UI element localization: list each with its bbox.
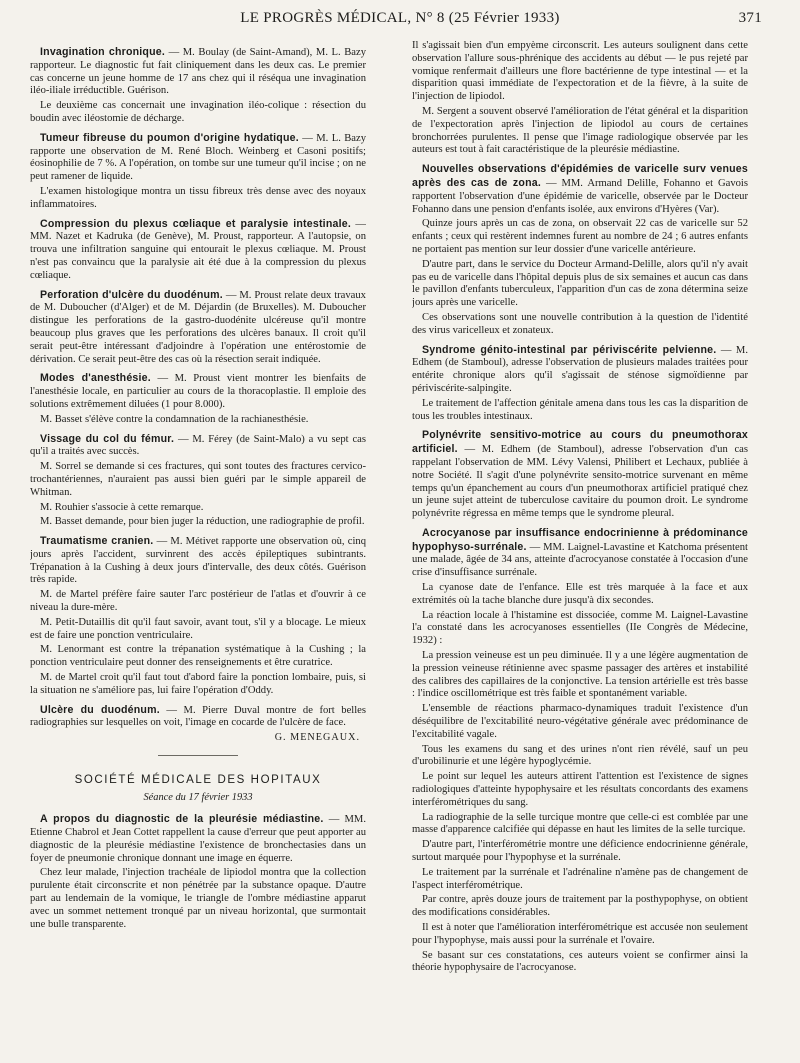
running-header — [30, 6, 770, 32]
section-text: M. de Martel préfère faire sauter l'arc postérieur de l'atlas et d'ouvrir à ce niveau la dure-mère. — [30, 589, 366, 614]
section-text: D'autre part, l'interférométrie montre une déficience endocrinienne générale, surtout marquée pour l'hypophyse et la surrénale. — [412, 839, 748, 864]
section-text: Il est à noter que l'amélioration interférométrique est accusée non seulement pour l'hypophyse, mais aussi pour la surrénale et l'ovaire. — [412, 922, 748, 946]
section-heading: Invagination chronique. — [40, 46, 166, 58]
section-paragraph — [412, 812, 748, 838]
section-paragraph — [412, 744, 748, 770]
section-paragraph-lead — [30, 218, 366, 283]
right-column — [412, 40, 748, 1058]
section-paragraph-lead — [412, 527, 748, 580]
section-paragraph — [412, 703, 748, 741]
section-paragraph — [30, 516, 366, 529]
seance-date: Séance du 17 février 1933 — [143, 792, 253, 804]
author-signature: G. MENEGAUX. — [274, 732, 360, 744]
section-paragraph — [30, 414, 366, 427]
section-text: L'ensemble de réactions pharmaco-dynamiques traduit l'existence d'un déséquilibre de l'excitabilité neuro-végétative générale avec prédominance de l'excitabilité vagale. — [412, 703, 748, 740]
section-divider — [158, 755, 238, 756]
section-heading: Vissage du col du fémur. — [40, 432, 175, 445]
section-text: — M. Proust relate deux travaux de M. Duboucher (d'Alger) et de M. Déjardin (de Bruxelles). M. Duboucher distingue les perforations de la gastro-duodénite ulcéreuse qu'il montre beaucoup plus graves que les perforations des ulcères banaux. Il croit qu'il serait peut-être intéressant d'adjoindre à l'opération une entérostomie de dérivation. Ce serait peut-être des cas où la résection serait indiquée. — [30, 289, 366, 365]
intro-paragraph — [412, 40, 748, 104]
section-paragraph — [412, 312, 748, 338]
section-paragraph — [412, 922, 748, 948]
page-number: 371 — [738, 10, 762, 26]
section-paragraph — [412, 894, 748, 920]
section-paragraph-lead — [30, 132, 366, 184]
section-heading: Modes d'anesthésie. — [40, 372, 151, 385]
section-text: — MM. Laignel-Lavastine et Katchoma présentent une malade, âgée de 34 ans, atteinte d'acrocyanose constatée à l'occasion d'une crise d'insuffisance surrénale. — [412, 541, 748, 579]
section-paragraph-lead — [30, 372, 366, 411]
society-title: SOCIÉTÉ MÉDICALE DES HOPITAUX — [74, 774, 322, 787]
section-text: La radiographie de la selle turcique montre que celle-ci est comblée par une masse d'apparence calcifiée qui dépasse en haut les limites de la selle turcique. — [412, 811, 748, 836]
section-text: M. de Martel croit qu'il faut tout d'abord faire la ponction lombaire, puis, si la situation ne s'améliore pas, lui faire l'opération d'Oddy. — [30, 672, 366, 696]
section-text: — MM. Etienne Chabrol et Jean Cottet rappellent la cause d'erreur que peut apporter au diagnostic de la pleurésie médiastine l'existence de bronchectasies dans un foyer de pneumonie chronique donnant une image en équerre. — [30, 814, 366, 864]
section-text: Chez leur malade, l'injection trachéale de lipiodol montra que la collection purulente était circonscrite et non pénétrée par la substance opaque. D'autre part au lendemain de la vomique, le triangle de l'ombre médiastine apparut avec un sommet nettement tronqué par un niveau horizontal, que surmontait une bulle transparente. — [30, 867, 366, 930]
section-text: Quinze jours après un cas de zona, on observait 22 cas de varicelle sur 52 enfants ; ceux qui restèrent indemnes furent au nombre de 24 ; 6 autres enfants ne portaient pas mention sur leur dossier d'une varicelle antérieure. — [412, 218, 748, 255]
section-paragraph — [412, 771, 748, 809]
society-paragraph — [30, 867, 366, 931]
intro-paragraph — [412, 106, 748, 157]
section-paragraph — [30, 644, 366, 670]
section-text: La réaction locale à l'histamine est dissociée, comme M. Laignel-Lavastine l'a constaté dans les acrocyanoses essentielles (IIe Congrès de Médecine, 1932) : — [412, 609, 748, 647]
section-heading: Ulcère du duodénum. — [40, 703, 160, 716]
section-text: Le deuxième cas concernait une invagination iléo-colique : résection du boudin avec iléostomie de décharge. — [30, 100, 366, 124]
section-paragraph — [30, 617, 366, 643]
section-paragraph — [412, 259, 748, 310]
section-text: Ces observations sont une nouvelle contribution à la question de l'identité des virus varicelleux et zonateux. — [412, 311, 748, 336]
section-paragraph — [412, 650, 748, 701]
section-heading: Perforation d'ulcère du duodénum. — [40, 288, 223, 301]
section-text: M. Rouhier s'associe à cette remarque. — [40, 501, 204, 513]
section-text: M. Sorrel se demande si ces fractures, qui sont toutes des fractures cervico-trochantériennes, n'auraient pas aussi bien guéri par le simple appareil de Whitman. — [30, 461, 366, 498]
section-paragraph — [412, 218, 748, 256]
section-paragraph-lead — [30, 535, 366, 587]
section-text: — M. Proust vient montrer les bienfaits de l'anesthésie locale, en particulier au cours de la thoracoplastie. Il emploie des solutions extrêmement diluées (1 pour 8.000). — [30, 373, 366, 410]
section-text: — M. Métivet rapporte une observation où, cinq jours après l'accident, survinrent des accès épileptiques subintrants. Trépanation à la Cushing à deux jours d'intervalle, des deux côtés. Guérison très rapide. — [30, 536, 366, 586]
section-text: Le traitement par la surrénale et l'adrénaline n'amène pas de changement de l'aspect interférométrique. — [412, 866, 748, 891]
section-heading: Polynévrite sensitivo-motrice au cours du pneumothorax artificiel. — [412, 429, 748, 456]
section-text: — M. Edhem (de Stamboul), adresse l'observation d'un cas rappelant l'observation de MM. Lévy Valensi, Philibert et Lechaux, publiée à notre Société. Il s'agit d'une polynévrite sensito-motrice survenant en même temps qu'un épanchement au cours d'un pneumothorax artificiel pratiqué chez un jeune sujet atteint de tuberculose cavitaire du poumon droit. Le syndrome polynévrite régressa en même temps que le syndrome pleural. — [412, 444, 748, 520]
section-text: Il s'agissait bien d'un empyème circonscrit. Les auteurs soulignent dans cette observation l'allure sous-phrénique des accidents au début — le pus rejeté par vomique renfermait d'ailleurs une flore bactérienne de type intestinal — et la disparition quasi immédiate de l'expectoration et de la fièvre, à la suite de l'injection de lipiodol. — [412, 40, 748, 103]
society-paragraph — [30, 813, 366, 865]
section-text: Le point sur lequel les auteurs attirent l'attention est l'existence de signes radiologiques d'atteinte hypophysaire et les résultats concordants des examens interférométriques du sang. — [412, 771, 748, 808]
section-text: D'autre part, dans le service du Docteur Armand-Delille, alors qu'il n'y avait pas eu de varicelle dans l'hôpital depuis plus de six semaines et aucun cas dans le pavillon d'enfants tuberculeux, l'apparition d'un cas de zona détermina seize jours après une varicelle. — [412, 258, 748, 309]
section-text: — M. Pierre Duval montre de fort belles radiographies sur lesquelles on voit, l'image en cocarde de l'ulcère de face. — [30, 704, 366, 729]
section-paragraph-lead — [412, 429, 748, 521]
section-text: — M. Boulay (de Saint-Amand), M. L. Bazy rapporteur. Le diagnostic fut fait cliniquement dans les deux cas. Le premier cas concerne un jeune homme de 17 ans chez qui il réséqua une invagination iléo-iliale irréductible. Guérison. — [30, 47, 366, 97]
section-paragraph — [30, 186, 366, 212]
section-text: M. Lenormant est contre la trépanation systématique à la Cushing ; la ponction ventriculaire peut donner des renseignements et être curatrice. — [30, 644, 366, 669]
section-paragraph-lead — [412, 163, 748, 216]
section-text: M. Basset s'élève contre la condamnation de la rachianesthésie. — [40, 413, 309, 425]
section-text: — M. Férey (de Saint-Malo) a vu sept cas qu'il a traités avec succès. — [30, 433, 366, 458]
section-paragraph — [412, 839, 748, 865]
section-text: M. Basset demande, pour bien juger la réduction, une radiographie de profil. — [40, 516, 365, 528]
section-paragraph — [30, 589, 366, 615]
section-paragraph-lead — [412, 344, 748, 396]
section-text: — M. L. Bazy rapporte une observation de M. René Bloch. Weinberg et Casoni positifs; éosinophilie de 7 %. A l'opération, on tombe sur une tumeur qu'il incise ; on ne peut ramener de liquide. — [30, 132, 366, 183]
section-heading: Tumeur fibreuse du poumon d'origine hydatique. — [40, 131, 299, 144]
section-paragraph-lead — [30, 289, 366, 367]
section-text: — MM. Armand Delille, Fohanno et Gavois rapportent l'observation d'une épidémie de varicelle, observée par le Docteur Fohanno dans une pension d'enfants isolée, aux environs d'Hyères (Var). — [412, 177, 748, 215]
section-text: Le traitement de l'affection génitale amena dans tous les cas la disparition de tous les troubles intestinaux. — [412, 397, 748, 422]
section-heading: Nouvelles observations d'épidémies de varicelle surv venues après des cas de zona. — [412, 163, 748, 189]
section-paragraph — [30, 100, 366, 126]
section-text: M. Petit-Dutaillis dit qu'il faut savoir, avant tout, s'il y a blocage. Le mieux est de faire une ponction ventriculaire. — [30, 616, 366, 641]
section-paragraph — [412, 582, 748, 608]
section-text: La cyanose date de l'enfance. Elle est très marquée à la face et aux extrémités où la tache blanche dure jusqu'à dix secondes. — [412, 582, 748, 606]
journal-title: LE PROGRÈS MÉDICAL, N° 8 (25 Février 1933) — [240, 10, 560, 26]
section-heading: Compression du plexus cœliaque et paralysie intestinale. — [40, 217, 351, 230]
section-paragraph-lead — [30, 704, 366, 731]
section-paragraph — [30, 461, 366, 499]
section-heading: Acrocyanose par insuffisance endocrinienne à prédominance hypophyso-surrénale. — [412, 526, 748, 553]
section-heading: A propos du diagnostic de la pleurésie médiastine. — [40, 813, 324, 826]
left-column — [30, 40, 366, 1058]
section-heading: Traumatisme cranien. — [40, 535, 154, 548]
section-text: L'examen histologique montra un tissu fibreux très dense avec des noyaux inflammatoires. — [30, 185, 366, 210]
section-paragraph — [30, 672, 366, 698]
section-text: Par contre, après douze jours de traitement par la posthypophyse, on obtient des modifications considérables. — [412, 894, 748, 919]
section-text: — MM. Nazet et Kadruka (de Genève), M. Proust, rapporteur. A l'autopsie, on trouva une infiltration sanguine qui entourait le plexus cœliaque. M. Proust n'est pas convaincu que la paralysie ait été due à la compression du plexus cœliaque. — [30, 218, 366, 281]
section-paragraph — [412, 867, 748, 893]
section-paragraph — [412, 610, 748, 648]
section-text: Se basant sur ces constatations, ces auteurs voient se confirmer ainsi la théorie hypophysaire de l'acrocyanose. — [412, 949, 748, 974]
section-text: Tous les examens du sang et des urines n'ont rien révélé, sauf un peu d'urobilinurie et une légère hypoglycémie. — [412, 743, 748, 768]
section-paragraph — [30, 502, 366, 515]
section-text: M. Sergent a souvent observé l'amélioration de l'état général et la disparition de l'expectoration après l'injection de lipiodol au cours de certaines bronchorrées purulentes. Il pense que l'image radiologique observée par les auteurs est tout à fait caractéristique de la pleurésie médiastine. — [412, 105, 748, 156]
section-heading: Syndrome génito-intestinal par périviscérite pelvienne. — [422, 343, 717, 356]
section-paragraph — [412, 398, 748, 424]
section-text: La pression veineuse est un peu diminuée. Il y a une légère augmentation de la pression veineuse rétinienne avec spasme passager des artères et instabilité des calibres des capillaires de la conjonctive. La tension artérielle est très basse : l'indice oscillométrique est très faible et spontanément variable. — [412, 650, 748, 700]
section-paragraph-lead — [30, 433, 366, 460]
section-paragraph-lead — [30, 46, 366, 98]
section-paragraph — [412, 950, 748, 976]
section-text: — M. Edhem (de Stamboul), adresse l'observation de plusieurs malades traitées pour entérite chronique alors qu'il s'agissait de sténose sigmoïdienne par périviscérite-salpingite. — [412, 344, 748, 394]
